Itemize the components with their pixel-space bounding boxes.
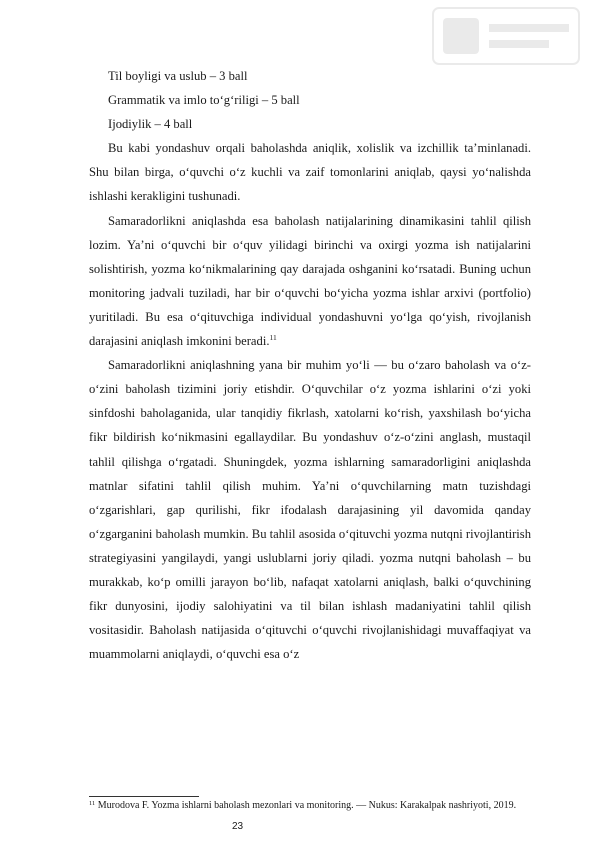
paragraph-effectiveness [89, 209, 531, 354]
paragraph-approach: Bu kabi yondashuv orqali baholashda aniqlik, xolislik va izchillik ta’minlanadi. Shu bilan birga, o‘quvchi o‘z kuchli va zaif tomonlarini aniqlab, qaysi yo‘nalishda ishlashi kerakligini tushunadi. [89, 141, 531, 204]
paragraph-effectiveness-text: Samaradorlikni aniqlashda esa baholash natijalarining dinamikasini tahlil qilish lozim. Ya’ni o‘quvchi bir o‘quv yilidagi birinchi va oxirgi yozma ish natijalarini solishtirish, yozma ko‘nikmalarining qay darajada oshganini ko‘rsatadi. Buning uchun monitoring jadvali tuziladi, har bir o‘quvchi bo‘yicha yozma ishlar arxivi (portfolio) yuritiladi. Bu esa o‘qituvchiga individual yondashuvni yo‘lga qo‘yish, rivojlanish darajasini aniqlash imkonini beradi. [89, 213, 531, 349]
footnote [89, 799, 531, 812]
page-number: 23 [232, 821, 244, 832]
criterion-language: Til boyligi va uslub – 3 ball [108, 69, 248, 83]
criterion-creativity: Ijodiylik – 4 ball [108, 117, 193, 132]
criterion-grammar: Grammatik va imlo to‘g‘riligi – 5 ball [108, 93, 300, 108]
watermark-logo [431, 6, 581, 66]
paragraph-peer-assessment: Samaradorlikni aniqlashning yana bir muhim yo‘li — bu o‘zaro baholash va o‘z-o‘zini baholash tizimini joriy etishdir. O‘quvchilar o‘z yozma ishlarini o‘zi yoki sinfdoshi baholaganida, ular tanqidiy fikrlash, xatolarni ko‘rish, yaxshilash bo‘yicha fikr bildirish ko‘nikmasini egallaydilar. Bu yondashuv o‘z-o‘zini anglash, mustaqil tahlil qilishga o‘rgatadi. Shuningdek, yozma ishlarning samaradorligini aniqlashda matnlar sifatini tahlil qilish muhim. Ya’ni o‘quvchilarning matn tuzishdagi o‘zgarishlari, gap qurilishi, fikr ifodalash darajasining yil davomida qanday o‘zgarganini baholash mumkin. Bu tahlil asosida o‘qituvchi yozma nutqni rivojlantirish strategiyasini yangilaydi, yangi uslublarni joriy qiladi. yozma nutqni baholash – bu murakkab, ko‘p omilli jarayon bo‘lib, nafaqat xatolarni aniqlash, balki o‘quvchining fikr dunyosini, ijodiy salohiyatini va til bilan ishlash madaniyatini tahlil qilish vositasidir. Baholash natijasida o‘qituvchi o‘quvchi rivojlanishidagi muvaffaqiyat va muammolarni aniqlaydi, o‘quvchi esa o‘z [89, 358, 531, 662]
page-body [89, 64, 531, 666]
footnote-number: 11 [89, 800, 96, 807]
footnote-text: Murodova F. Yozma ishlarni baholash mezonlari va monitoring. — Nukus: Karakalpak nashriyoti, 2019. [95, 800, 517, 811]
footnote-divider [89, 796, 199, 797]
footnote-ref[interactable]: 11 [269, 333, 277, 343]
